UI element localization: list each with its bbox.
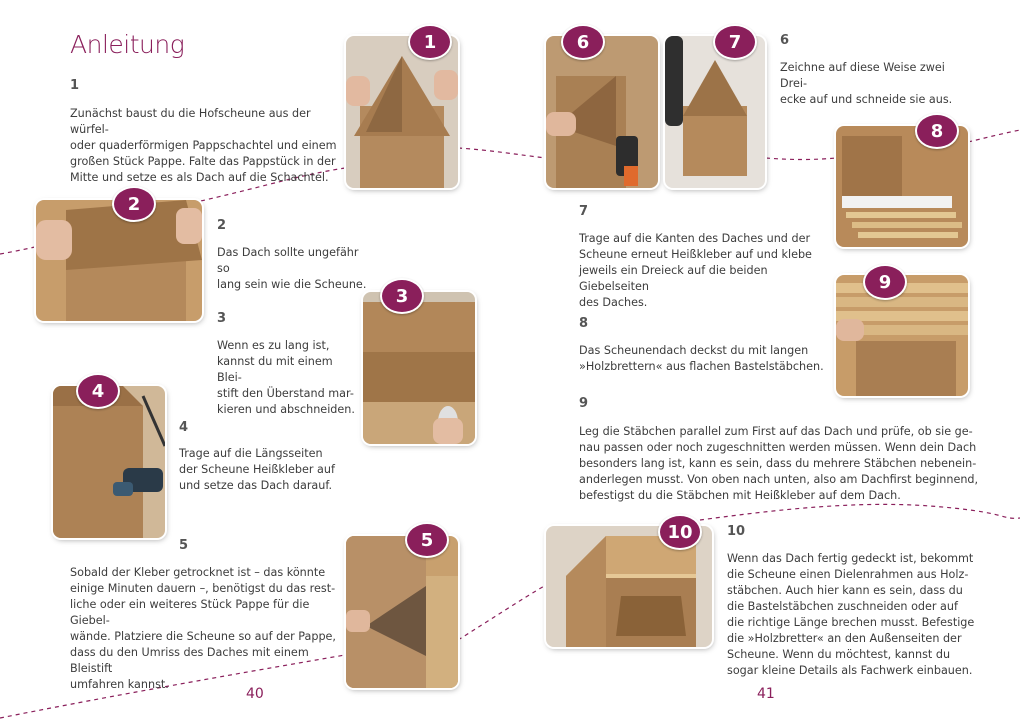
step-5-badge: 5 (405, 522, 449, 558)
page-number-left: 40 (246, 686, 264, 702)
step-3-badge: 3 (380, 278, 424, 314)
step-3-text: Wenn es zu lang ist, kannst du mit einem Blei- stift den Überstand mar- kieren und abschneiden. (217, 339, 355, 416)
step-3-photo (363, 292, 475, 444)
step-4-number: 4 (179, 420, 189, 435)
step-6-number: 6 (780, 33, 790, 48)
right-page (510, 0, 1020, 724)
step-1-text: Zunächst baust du die Hofscheune aus der würfel- oder quaderförmigen Pappschachtel und einem großen Stück Pappe. Falte das Pappstück in der Mitte und setze es als Dach auf die Schachtel. (70, 107, 337, 184)
step-5-number: 5 (179, 538, 189, 553)
step-10-text: Wenn das Dach fertig gedeckt ist, bekommt die Scheune einen Dielenrahmen aus Holz- stäbchen. Auch hier kann es sein, dass du die Bastelstäbchen zuschneiden oder auf die richtige Länge brechen musst. Befestige die »Holzbretter« an den Außenseiten der Scheune. Wenn du möchtest, kannst du sogar kleine Details als Fachwerk einbauen. (727, 552, 975, 677)
step-2-number: 2 (217, 218, 227, 233)
step-1-photo (346, 36, 458, 188)
step-7-photo (665, 36, 765, 188)
step-10-badge: 10 (658, 514, 702, 550)
step-1-badge: 1 (408, 24, 452, 60)
step-2-photo (36, 200, 202, 321)
step-4-badge: 4 (76, 373, 120, 409)
step-6-text: Zeichne auf diese Weise zwei Drei- ecke auf und schneide sie aus. (780, 61, 953, 106)
page-title: Anleitung (70, 30, 185, 59)
step-9-badge: 9 (863, 264, 907, 300)
step-8-text: Das Scheunendach deckst du mit langen »Holzbrettern« aus flachen Bastelstäbchen. (579, 344, 824, 373)
page-number-right: 41 (757, 686, 775, 702)
step-4-photo (53, 386, 165, 538)
step-1-number: 1 (70, 78, 80, 93)
step-2-text: Das Dach sollte ungefähr so lang sein wie die Scheune. (217, 246, 367, 291)
step-3-number: 3 (217, 311, 227, 326)
step-5-text: Sobald der Kleber getrocknet ist – das könnte einige Minuten dauern –, benötigst du das rest- liche oder ein weiteres Stück Pappe für die Giebel- wände. Platziere die Scheune so auf der Pappe, dass du den Umriss des Daches mit einem Bleistift umfahren kannst. (70, 566, 336, 691)
step-7-text: Trage auf die Kanten des Daches und der Scheune erneut Heißkleber auf und klebe jeweils ein Dreieck auf die beiden Giebelseiten des Daches. (579, 232, 812, 309)
step-6-badge: 6 (561, 24, 605, 60)
step-9-number: 9 (579, 396, 589, 411)
step-8-number: 8 (579, 316, 589, 331)
step-4-text: Trage auf die Längsseiten der Scheune Heißkleber auf und setze das Dach darauf. (179, 447, 335, 492)
step-10-number: 10 (727, 524, 746, 539)
step-8-badge: 8 (915, 113, 959, 149)
step-9-text: Leg die Stäbchen parallel zum First auf das Dach und prüfe, ob sie ge- nau passen oder noch zugeschnitten werden müssen. Wenn dein Dach besonders lang ist, kann es sein, dass du mehrere Stäbchen nebenein- anderlegen musst. Von oben nach unten, also am Dachfirst beginnend, befestigst du die Stäbchen mit Heißkleber auf dem Dach. (579, 425, 979, 502)
step-7-badge: 7 (713, 24, 757, 60)
step-6-photo (546, 36, 658, 188)
step-2-badge: 2 (112, 186, 156, 222)
step-5-photo (346, 536, 458, 688)
step-7-number: 7 (579, 204, 589, 219)
